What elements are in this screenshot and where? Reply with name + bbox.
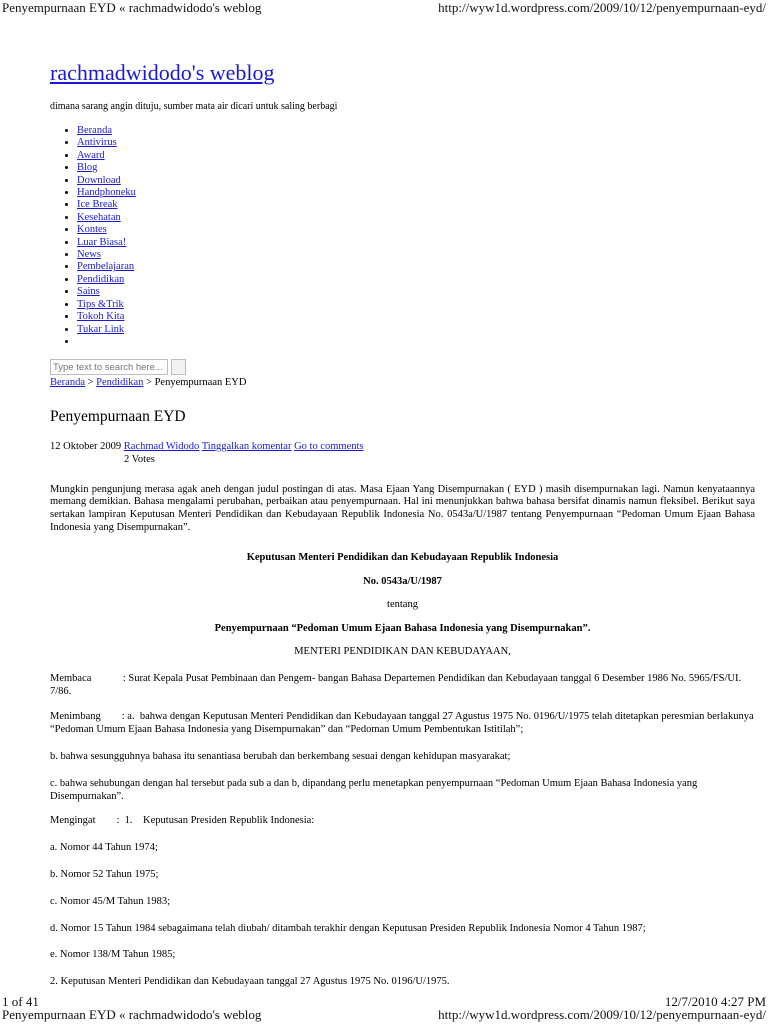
nav-link[interactable]: Antivirus <box>77 137 117 149</box>
breadcrumb <box>50 377 755 390</box>
site-tagline: dimana sarang angin dituju, sumber mata air dicari untuk saling berbagi <box>50 100 338 112</box>
list-item: b. Nomor 52 Tahun 1975; <box>50 868 159 880</box>
nav-item <box>77 286 755 298</box>
author-link[interactable]: Rachmad Widodo <box>123 441 200 453</box>
search-form <box>50 359 755 375</box>
nav-item <box>77 299 755 311</box>
nav-item <box>77 311 755 323</box>
nav-link[interactable]: Kontes <box>77 224 107 236</box>
menimbang-c: c. bahwa sehubungan dengan hal tersebut pada sub a dan b, dipandang perlu menetapkan penyempurnaan “Pedoman Umum Ejaan Bahasa Indonesia yang Disempurnakan”. <box>50 777 698 802</box>
nav-menu <box>50 125 755 348</box>
decree-title: Keputusan Menteri Pendidikan dan Kebudayaan Republik Indonesia <box>246 551 559 563</box>
decree-tentang: tentang <box>387 599 418 611</box>
post-date: 12 Oktober 2009 <box>50 441 122 453</box>
nav-item <box>77 162 755 174</box>
menimbang-b: b. bahwa sesungguhnya bahasa itu senantiasa berubah dan berkembang sesuai dengan kehidupan masyarakat; <box>50 750 511 762</box>
nav-link[interactable]: Pendidikan <box>77 273 125 285</box>
nav-item <box>77 187 755 199</box>
nav-item <box>77 212 755 224</box>
votes-count: 2 Votes <box>124 453 155 465</box>
list-item: d. Nomor 15 Tahun 1984 sebagaimana telah diubah/ ditambah terakhir dengan Keputusan Presiden Republik Indonesia Nomor 4 Tahun 1987; <box>50 922 646 934</box>
print-page-title: Penyempurnaan EYD « rachmadwidodo's weblog <box>2 0 262 15</box>
nav-link[interactable]: Sains <box>77 286 100 298</box>
nav-link[interactable]: Luar Biasa! <box>77 236 127 248</box>
nav-item <box>77 137 755 149</box>
print-header <box>2 0 766 16</box>
nav-link[interactable]: Handphoneku <box>77 187 136 199</box>
nav-link[interactable]: News <box>77 249 101 261</box>
list-item: a. Nomor 44 Tahun 1974; <box>50 842 158 854</box>
nav-link[interactable]: Pembelajaran <box>77 261 135 273</box>
nav-item <box>77 125 755 137</box>
search-input[interactable] <box>50 359 168 375</box>
search-button[interactable] <box>171 359 186 375</box>
nav-item <box>77 237 755 249</box>
breadcrumb-category-link[interactable]: Pendidikan <box>96 377 144 389</box>
nav-item <box>77 224 755 236</box>
menimbang-a: Menimbang : a. bahwa dengan Keputusan Menteri Pendidikan dan Kebudayaan tanggal 27 Agustus 1975 No. 0196/U/1975 telah ditetapkan peresmian berlakunya “Pedoman Umum Ejaan Bahasa Indonesia yang Disempurnakan” dan “Pedoman Umum Pembentukan Istitilah”; <box>50 711 757 736</box>
print-datetime: 12/7/2010 4:27 PM <box>664 994 766 1009</box>
mengingat-paragraph: Mengingat : 1. Keputusan Presiden Republik Indonesia: <box>50 815 315 827</box>
page-count: 1 of 41 <box>2 994 39 1009</box>
leave-comment-link[interactable]: Tinggalkan komentar <box>201 441 292 453</box>
nav-link[interactable]: Kesehatan <box>77 211 121 223</box>
print-header-next <box>2 1007 766 1023</box>
go-to-comments-link[interactable]: Go to comments <box>294 441 364 453</box>
membaca-paragraph: Membaca : Surat Kepala Pusat Pembinaan dan Pengem- bangan Bahasa Departemen Pendidikan dan Kebudayaan tanggal 6 Desember 1986 No. 5965/FS/UI. 7/86. <box>50 672 744 697</box>
post-meta <box>50 441 755 454</box>
list-item: 2. Keputusan Menteri Pendidikan dan Kebudayaan tanggal 27 Agustus 1975 No. 0196/U/1975. <box>50 976 450 988</box>
list-item: c. Nomor 45/M Tahun 1983; <box>50 895 171 907</box>
nav-item <box>77 261 755 273</box>
nav-item <box>77 324 755 336</box>
nav-item <box>77 150 755 162</box>
print-url: http://wyw1d.wordpress.com/2009/10/12/penyempurnaan-eyd/ <box>438 0 766 15</box>
nav-link[interactable]: Tips &Trik <box>77 298 124 310</box>
nav-item <box>77 249 755 261</box>
minister-heading: MENTERI PENDIDIKAN DAN KEBUDAYAAN, <box>294 646 511 657</box>
list-item: e. Nomor 138/M Tahun 1985; <box>50 949 176 961</box>
nav-item <box>77 274 755 286</box>
page-content <box>50 60 755 989</box>
print-page-title: Penyempurnaan EYD « rachmadwidodo's weblog <box>2 1007 262 1022</box>
nav-link[interactable]: Download <box>77 174 121 186</box>
post-title: Penyempurnaan EYD <box>50 408 186 426</box>
print-url: http://wyw1d.wordpress.com/2009/10/12/penyempurnaan-eyd/ <box>438 1007 766 1022</box>
breadcrumb-separator: > <box>143 377 155 389</box>
site-title-link[interactable]: rachmadwidodo's weblog <box>50 60 275 85</box>
nav-link[interactable]: Award <box>77 149 105 161</box>
nav-link[interactable]: Ice Break <box>77 199 118 211</box>
nav-item <box>77 336 755 348</box>
nav-link[interactable]: Blog <box>77 162 98 174</box>
breadcrumb-home-link[interactable]: Beranda <box>50 377 85 389</box>
decree-number: No. 0543a/U/1987 <box>363 575 442 587</box>
nav-link[interactable]: Beranda <box>77 125 112 137</box>
decree-subject: Penyempurnaan “Pedoman Umum Ejaan Bahasa Indonesia yang Disempurnakan”. <box>214 623 591 635</box>
nav-link[interactable]: Tukar Link <box>77 323 125 335</box>
breadcrumb-current: Penyempurnaan EYD <box>154 377 247 389</box>
breadcrumb-separator: > <box>84 377 97 389</box>
intro-paragraph: Mungkin pengunjung merasa agak aneh dengan judul postingan di atas. Masa Ejaan Yang Disempurnakan ( EYD ) masih disempurnakan lagi. Namun kenyataannya memang demikian. Bahasa mengalami perubahan, perbaikan atau penyempurnaan. Hal ini menunjukkan bahwa bahasa bersifat dinamis namun fleksibel. Berikut saya sertakan lampiran Keputusan Menteri Pendidikan dan Kebudayaan Republik Indonesia No. 0543a/U/1987 tentang Penyempurnaan “Pedoman Umum Ejaan Bahasa Indonesia yang Disempurnakan”. <box>50 483 755 534</box>
nav-item <box>77 175 755 187</box>
nav-item <box>77 199 755 211</box>
nav-link[interactable]: Tokoh Kita <box>77 311 125 323</box>
